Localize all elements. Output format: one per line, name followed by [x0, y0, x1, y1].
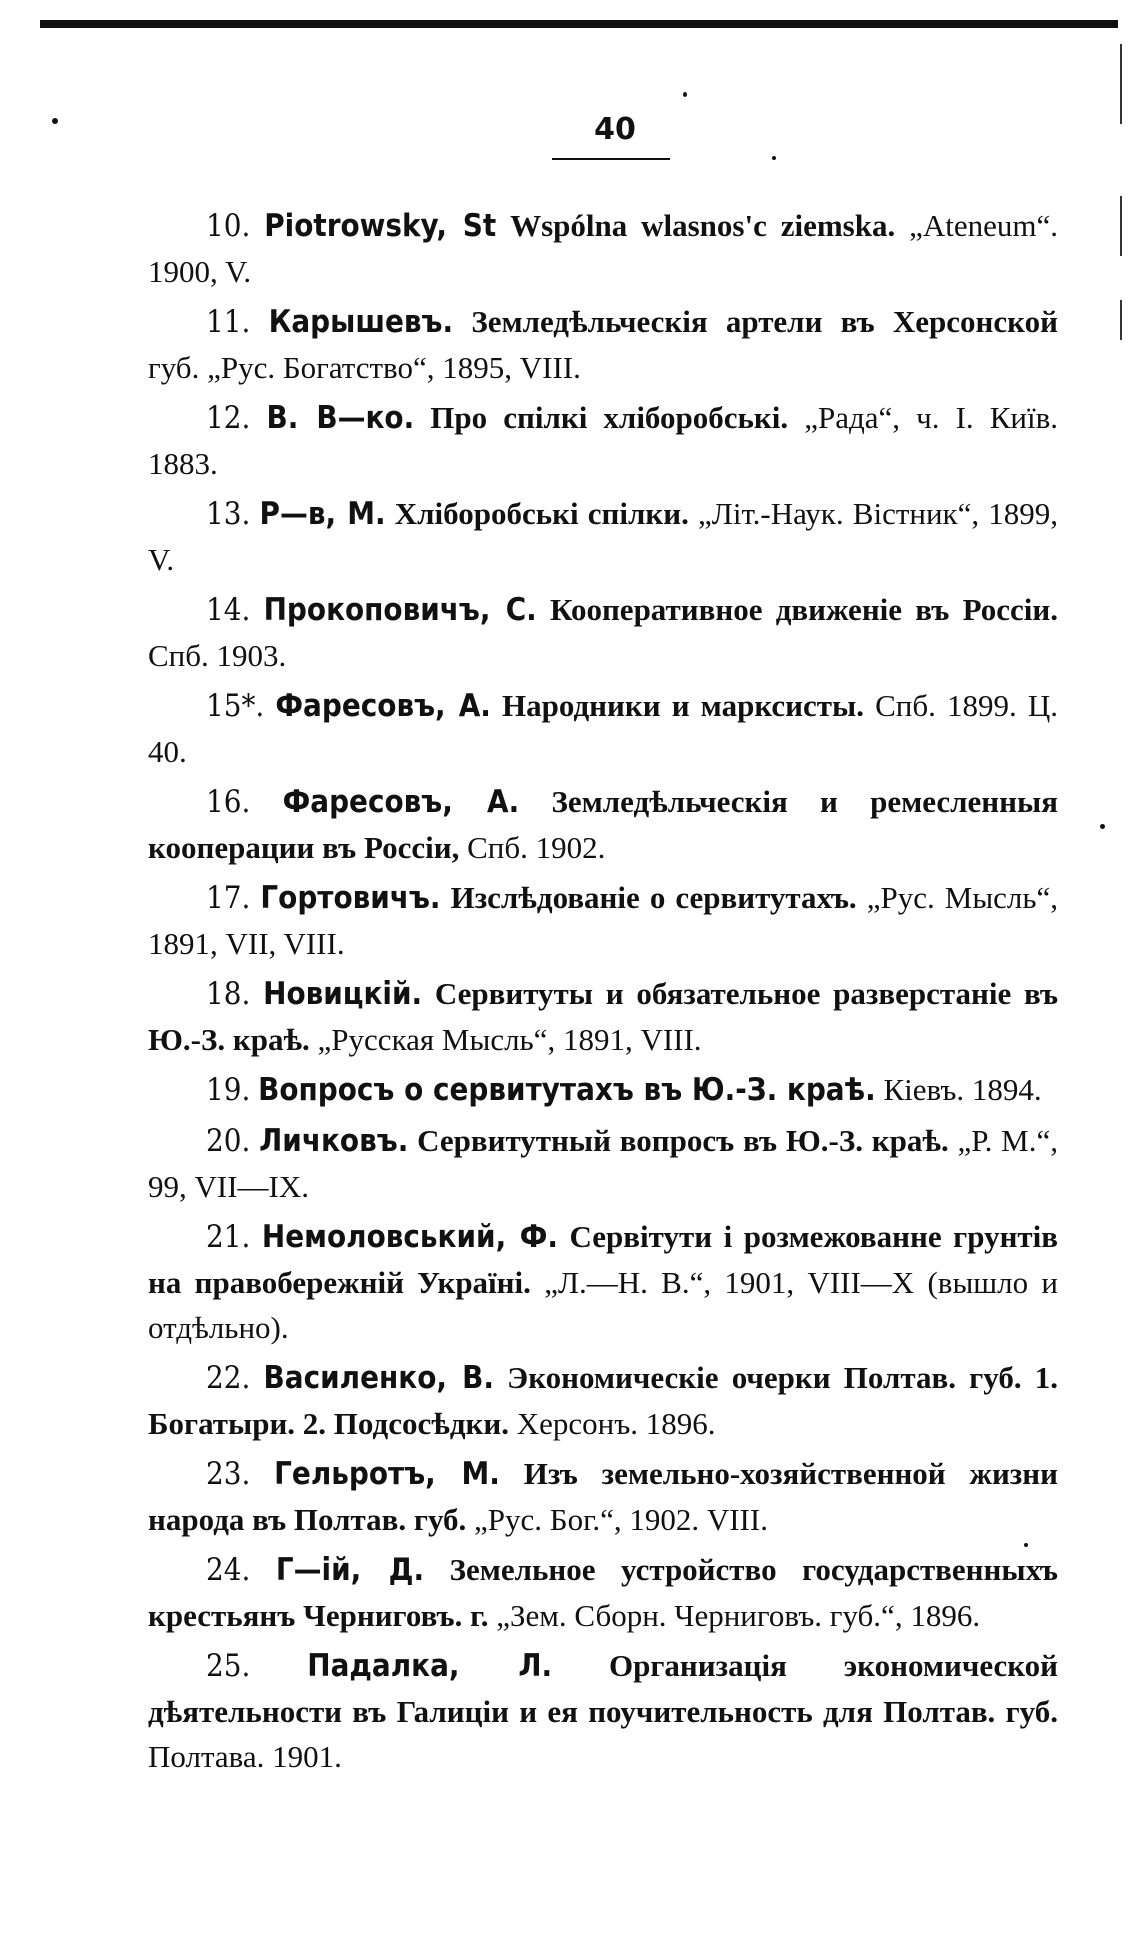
- list-item: 17. Гортовичъ. Изслѣдованіе о сервитутахъ. „Рус. Мысль“, 1891, VII, VIII.: [148, 880, 1059, 961]
- scan-edge-mark: [1120, 196, 1122, 256]
- list-item: 15*. Фаресовъ, А. Народники и марксисты. Спб. 1899. Ц. 40.: [148, 688, 1058, 769]
- top-rule: [40, 20, 1118, 28]
- list-item: 18. Новицкій. Сервитуты и обязательное разверстаніе въ Ю.-З. краѣ. „Русская Мысль“, 1891, VIII.: [148, 976, 1059, 1057]
- list-item: 23. Гельротъ, М. Изъ земельно-хозяйственной жизни народа въ Полтав. губ. „Рус. Бог.“, 1902. VIII.: [148, 1456, 1058, 1537]
- scan-speck: [52, 118, 58, 124]
- scan-edge-mark: [1120, 44, 1122, 124]
- scan-speck: [1024, 1543, 1028, 1547]
- list-item: 20. Личковъ. Сервитутный вопросъ въ Ю.-З. краѣ. „Р. М.“, 99, VII—IX.: [148, 1123, 1058, 1204]
- list-item: 12. В. В—ко. Про спілкі хліборобські. „Рада“, ч. I. Київ. 1883.: [148, 400, 1058, 481]
- list-item: 22. Василенко, В. Экономическіе очерки Полтав. губ. 1. Богатыри. 2. Подсосѣдки. Херсонъ. 1896.: [148, 1360, 1059, 1441]
- list-item: 25. Падалка, Л. Организація экономической дѣятельности въ Галиціи и ея поучительность для Полтав. губ. Полтава. 1901.: [148, 1648, 1059, 1774]
- scan-speck: [1100, 824, 1105, 829]
- list-item: 11. Карышевъ. Земледѣльческія артели въ Херсонской губ. „Рус. Богатство“, 1895, VIII.: [148, 304, 1058, 385]
- list-item: 10. Piotrowsky, St Wspólna wlasnos'c ziemska. „Ateneum“. 1900, V.: [148, 208, 1059, 289]
- list-item: 19. Вопросъ о сервитутахъ въ Ю.-З. краѣ. Кіевъ. 1894.: [206, 1072, 1042, 1108]
- list-item: 21. Немоловський, Ф. Сервітути і розмежованне грунтів на правобережній Україні. „Л.—Н. В.“, 1901, VIII—X (вышло и отдѣльно).: [148, 1219, 1059, 1345]
- list-item: 16. Фаресовъ, А. Земледѣльческія и ремесленныя кооперации въ Россіи, Спб. 1902.: [148, 784, 1059, 865]
- page-number-rule: [552, 158, 670, 160]
- page-number: 40: [594, 112, 636, 147]
- bibliography-list: [148, 203, 1058, 1784]
- list-item: 14. Прокоповичъ, С. Кооперативное движеніе въ Россіи. Спб. 1903.: [148, 592, 1058, 673]
- scan-speck: [772, 156, 776, 160]
- scan-edge-mark: [1120, 300, 1122, 340]
- scan-speck: [683, 92, 687, 97]
- list-item: 24. Г—ій, Д. Земельное устройство государственныхъ крестьянъ Черниговъ. г. „Зем. Сборн. Черниговъ. губ.“, 1896.: [148, 1552, 1059, 1633]
- list-item: 13. Р—в, М. Хліборобські спілки. „Літ.-Наук. Вістник“, 1899, V.: [148, 496, 1059, 577]
